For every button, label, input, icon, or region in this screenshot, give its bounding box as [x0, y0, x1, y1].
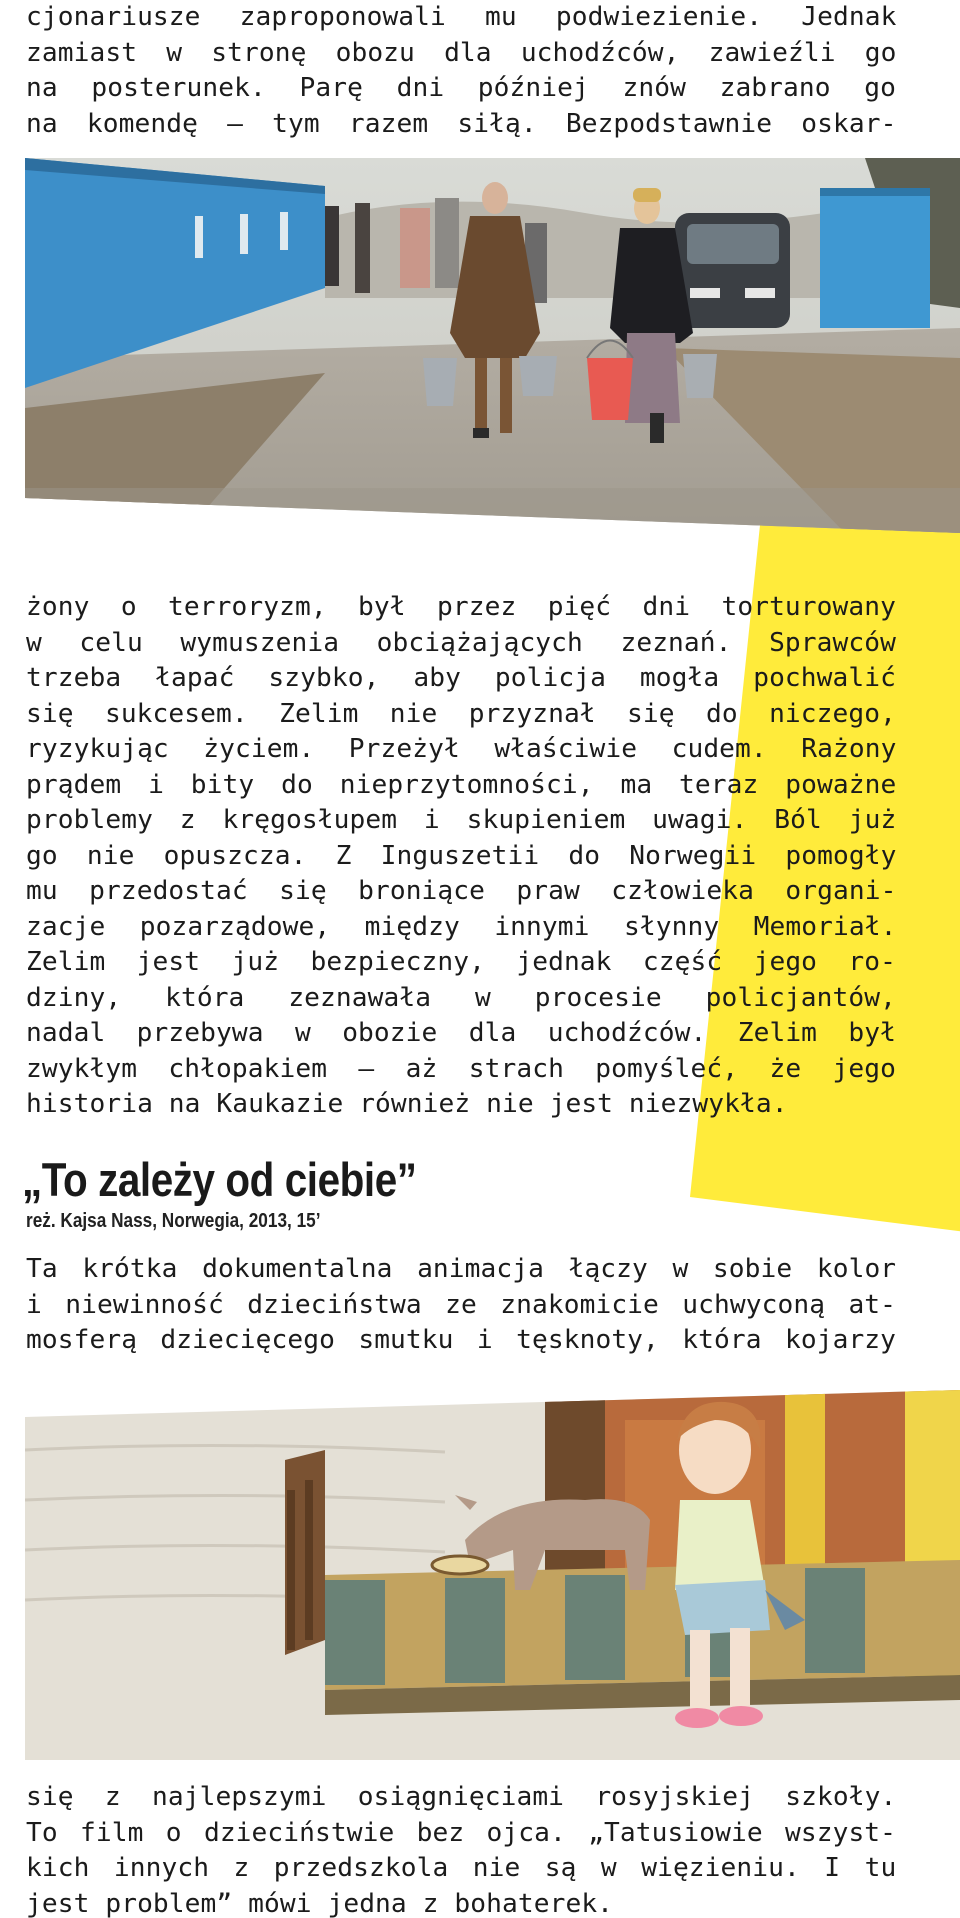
text-line: się sukcesem. Zelim nie przyznał się do niczego,: [26, 698, 896, 729]
film-title: „To zależy od ciebie”: [22, 1153, 417, 1206]
text-line: w celu wymuszenia obciążających zeznań. Sprawców: [26, 627, 896, 658]
text-line: na komendę – tym razem siłą. Bezpodstawnie oskar-: [26, 108, 897, 139]
text-line: cjonariusze zaproponowali mu podwiezienie. Jednak: [26, 2, 897, 32]
article-paragraph-3: [26, 1252, 896, 1359]
article-paragraph-2: [26, 590, 896, 1123]
text-line: nadal przebywa w obozie dla uchodźców. Zelim był: [26, 1018, 896, 1048]
text-line: problemy z kręgosłupem i skupieniem uwagi. Ból już: [26, 805, 897, 835]
text-line: i niewinność dzieciństwa ze znakomicie uchwyconą at-: [26, 1289, 897, 1320]
text-line: dziny, która zeznawała w procesie policjantów,: [26, 982, 896, 1013]
text-line: Ta krótka dokumentalna animacja łączy w sobie kolor: [26, 1254, 897, 1284]
article-paragraph-1: [26, 0, 896, 142]
text-line: jest problem” mówi jedna z bohaterek.: [26, 1888, 614, 1918]
text-line: zacje pozarządowe, między innymi słynny Memoriał.: [26, 911, 897, 942]
text-line: mosferą dziecięcego smutku i tęsknoty, która kojarzy: [26, 1325, 897, 1355]
animation-still-image: [25, 1390, 960, 1760]
text-line: żony o terroryzm, był przez pięć dni torturowany: [26, 592, 896, 622]
text-line: ryzykując życiem. Przeżył właściwie cudem. Rażony: [26, 734, 897, 764]
text-line: zwykłym chłopakiem – aż strach pomyśleć, że jego: [26, 1053, 896, 1084]
text-line: prądem i bity do nieprzytomności, ma teraz poważne: [26, 769, 897, 800]
article-paragraph-4: [26, 1780, 896, 1918]
text-line: się z najlepszymi osiągnięciami rosyjskiej szkoły.: [26, 1782, 897, 1812]
text-line: trzeba łapać szybko, aby policja mogła pochwalić: [26, 663, 896, 693]
text-line: kich innych z przedszkola nie są w więzieniu. I tu: [26, 1853, 897, 1883]
text-line: mu przedostać się broniące praw człowieka organi-: [26, 876, 897, 906]
refugee-camp-photo: [25, 158, 960, 533]
text-line: na posterunek. Parę dni później znów zabrano go: [26, 73, 896, 103]
text-line: To film o dzieciństwie bez ojca. „Tatusiowie wszyst-: [26, 1817, 897, 1848]
text-line: zamiast w stronę obozu dla uchodźców, zawieźli go: [26, 37, 897, 68]
text-line: historia na Kaukazie również nie jest niezwykła.: [26, 1089, 788, 1119]
text-line: Zelim jest już bezpieczny, jednak część jego ro-: [26, 947, 896, 977]
film-credit: reż. Kajsa Nass, Norwegia, 2013, 15’: [26, 1210, 321, 1232]
text-line: go nie opuszcza. Z Inguszetii do Norwegii pomogły: [26, 840, 897, 871]
